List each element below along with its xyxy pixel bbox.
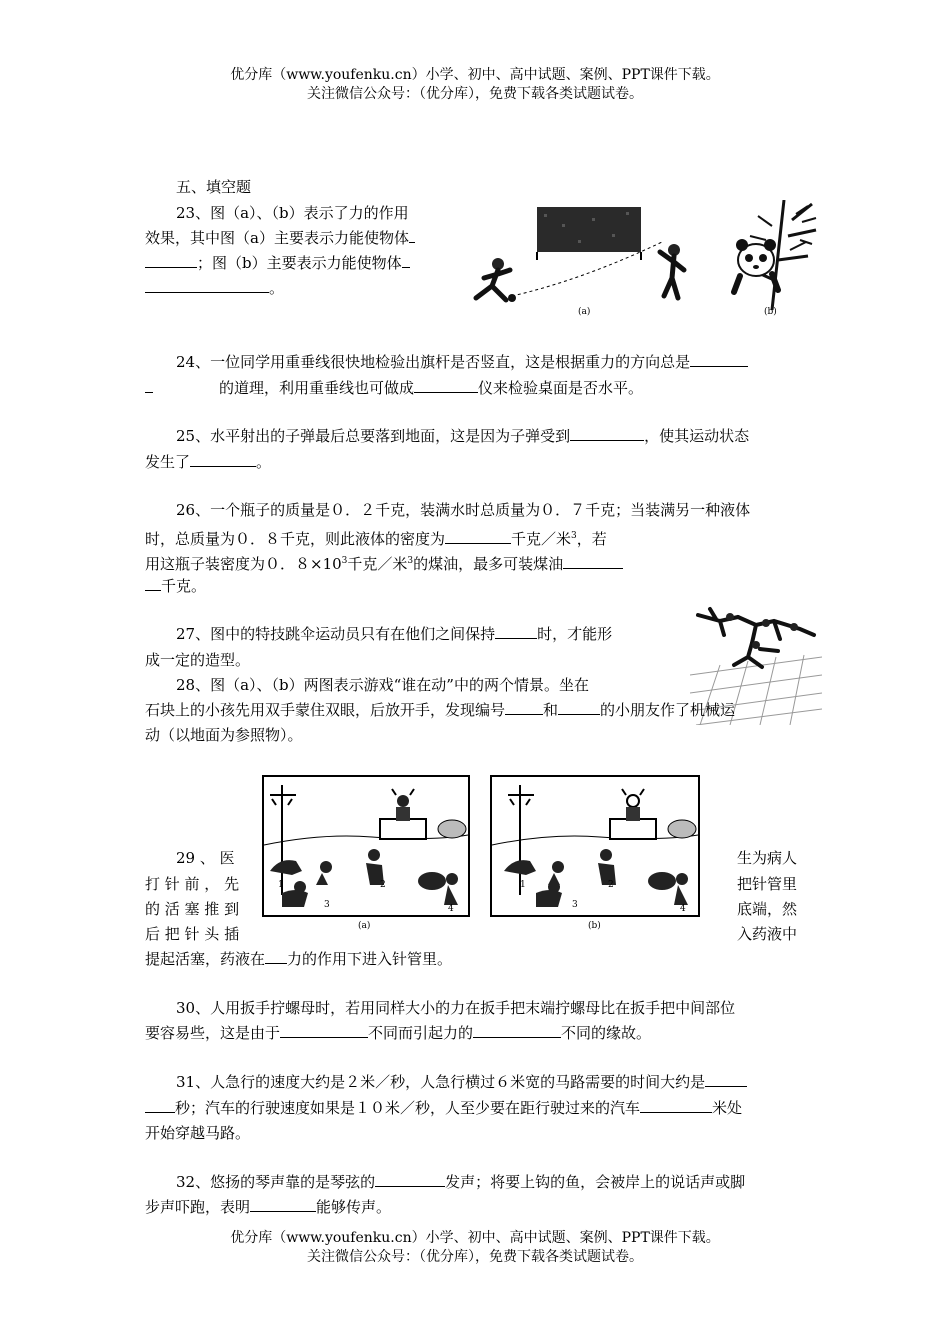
q28-text-2: 和 bbox=[543, 701, 559, 719]
q23-text-3: 。 bbox=[269, 279, 285, 297]
q23-blank-2b bbox=[145, 276, 269, 293]
stone-seat bbox=[380, 819, 426, 839]
fig-b-label: (b) bbox=[764, 307, 777, 317]
q23-text-2: ；图（b）主要表示力能使物体 bbox=[197, 254, 402, 272]
q26-text-5: 千克／米 bbox=[347, 555, 408, 573]
q31-blank-1a bbox=[705, 1070, 747, 1087]
q29-left-4: 后 把 针 头 插 bbox=[145, 925, 240, 943]
q23-line-2 bbox=[145, 226, 415, 251]
q28-line-2 bbox=[145, 698, 735, 723]
child-b-label-3: 3 bbox=[572, 900, 578, 910]
q25-line-2 bbox=[145, 450, 271, 475]
q24-blank-2 bbox=[414, 376, 478, 393]
kicker-figure bbox=[476, 258, 516, 302]
q26-line-2 bbox=[145, 524, 607, 552]
q28-blank-1 bbox=[505, 698, 543, 715]
q28-blank-2 bbox=[558, 698, 600, 715]
child-b-label-4: 4 bbox=[680, 904, 686, 914]
q23-line-1: 23、图（a）、（b）表示了力的作用 bbox=[176, 204, 409, 222]
q25-blank-2 bbox=[190, 450, 256, 467]
fig-a-label: (a) bbox=[578, 307, 591, 317]
q31-line-1 bbox=[176, 1070, 747, 1095]
q32-text-2: 发声；将要上钩的鱼，会被岸上的说话声或脚 bbox=[445, 1173, 746, 1191]
q30-text-2: 不同而引起力的 bbox=[368, 1024, 474, 1042]
header-line-2: 关注微信公众号：（优分库），免费下载各类试题试卷。 bbox=[307, 86, 643, 102]
q27-line-2: 成一定的造型。 bbox=[145, 651, 251, 669]
q29-text-2: 力的作用下进入针管里。 bbox=[287, 950, 453, 968]
q26-line-4 bbox=[145, 574, 206, 599]
q31-blank-1b bbox=[145, 1096, 175, 1113]
q32-line-2 bbox=[145, 1195, 391, 1220]
q26-line-3 bbox=[145, 549, 623, 577]
q23-blank-2a bbox=[402, 251, 410, 268]
q24-blank-1b bbox=[145, 376, 153, 393]
header-line-1: 优分库（www.youfenku.cn）小学、初中、高中试题、案例、PPT课件下载。 bbox=[230, 67, 720, 83]
q27-text-2: 时，才能形 bbox=[537, 625, 613, 643]
q29-right-4: 入药液中 bbox=[737, 925, 798, 943]
q29-right-3: 底端，然 bbox=[737, 900, 798, 918]
q26-text-6: 的煤油，最多可装煤油 bbox=[413, 555, 564, 573]
q27-line-1 bbox=[176, 622, 612, 647]
q29-left-2: 打 针 前 ， 先 bbox=[145, 875, 240, 893]
q29-left-1: 29 、 医 bbox=[176, 849, 235, 867]
q30-line-2 bbox=[145, 1021, 651, 1046]
fig28-b-label: (b) bbox=[588, 921, 601, 930]
q31-text-1: 31、人急行的速度大约是２米／秒，人急行横过６米宽的马路需要的时间大约是 bbox=[176, 1073, 706, 1091]
q28-line-3: 动（以地面为参照物）。 bbox=[145, 726, 303, 744]
q25-blank-1 bbox=[570, 424, 644, 441]
q26-blank-2b bbox=[145, 574, 161, 591]
q23-blank-1a bbox=[409, 226, 415, 243]
goalkeeper-figure bbox=[660, 244, 684, 298]
q25-text-2: ，使其运动状态 bbox=[644, 427, 750, 445]
q29-right-1: 生为病人 bbox=[737, 849, 798, 867]
q23-line-3 bbox=[145, 251, 410, 276]
goal-net bbox=[537, 207, 641, 252]
q30-text-1: 要容易些，这是由于 bbox=[145, 1024, 281, 1042]
q29-left-3: 的 活 塞 推 到 bbox=[145, 900, 240, 918]
q28-line-1: 28、图（a）、（b）两图表示游戏“谁在动”中的两个情景。坐在 bbox=[176, 676, 589, 694]
footer-line-2: 关注微信公众号：（优分库），免费下载各类试题试卷。 bbox=[307, 1249, 643, 1265]
panda bbox=[734, 239, 778, 292]
q25-text-1: 25、水平射出的子弹最后总要落到地面，这是因为子弹受到 bbox=[176, 427, 571, 445]
q29-line-5 bbox=[145, 947, 452, 972]
q32-text-4: 能够传声。 bbox=[316, 1198, 392, 1216]
footer-line-1: 优分库（www.youfenku.cn）小学、初中、高中试题、案例、PPT课件下载。 bbox=[230, 1230, 720, 1246]
q29-blank-1 bbox=[265, 947, 287, 964]
q30-blank-2 bbox=[473, 1021, 561, 1038]
q31-text-2: 秒；汽车的行驶速度如果是１０米／秒，人至少要在距行驶过来的汽车 bbox=[175, 1099, 641, 1117]
q26-text-2: 千克／米 bbox=[511, 530, 572, 548]
page-header bbox=[0, 66, 950, 104]
q23-figure-b bbox=[712, 200, 822, 320]
child-label-2: 2 bbox=[380, 880, 386, 890]
q25-text-4: 。 bbox=[256, 453, 272, 471]
q26-text-1: 时，总质量为０．８千克，则此液体的密度为 bbox=[145, 530, 446, 548]
section-title: 五、填空题 bbox=[176, 178, 252, 196]
q28-text-1: 石块上的小孩先用双手蒙住双眼，后放开手，发现编号 bbox=[145, 701, 506, 719]
q29-text-1: 提起活塞，药液在 bbox=[145, 950, 266, 968]
q30-text-3: 不同的缘故。 bbox=[561, 1024, 652, 1042]
q30-line-1: 30、人用扳手拧螺母时，若用同样大小的力在扳手把末端拧螺母比在扳手把中间部位 bbox=[176, 999, 736, 1017]
child-b-label-1: 1 bbox=[520, 880, 526, 890]
q25-text-3: 发生了 bbox=[145, 453, 191, 471]
q31-line-3: 开始穿越马路。 bbox=[145, 1124, 251, 1142]
skydivers bbox=[698, 609, 814, 667]
q27-text-1: 27、图中的特技跳伞运动员只有在他们之间保持 bbox=[176, 625, 496, 643]
q24-text-3: 仪来检验桌面是否水平。 bbox=[478, 379, 644, 397]
q23-line-4 bbox=[145, 276, 284, 301]
q24-text-1: 24、一位同学用重垂线很快地检验出旗杆是否竖直，这是根据重力的方向总是 bbox=[176, 353, 691, 371]
q26-text-4: 用这瓶子装密度为０．８×10 bbox=[145, 555, 342, 573]
child-b-label-2: 2 bbox=[608, 880, 614, 890]
q31-line-2 bbox=[145, 1096, 742, 1121]
q26-sup-2: 3 bbox=[341, 556, 348, 566]
q28-figure-b bbox=[490, 775, 702, 930]
q27-blank-1 bbox=[495, 622, 537, 639]
q24-blank-1a bbox=[690, 350, 748, 367]
q24-line-1 bbox=[176, 350, 748, 375]
q26-blank-2a bbox=[563, 552, 623, 569]
child-label-3: 3 bbox=[324, 900, 330, 910]
q31-blank-2 bbox=[640, 1096, 712, 1113]
fig28-a-label: (a) bbox=[358, 921, 371, 930]
child-label-1: 1 bbox=[278, 880, 284, 890]
q26-text-7: 千克。 bbox=[161, 577, 207, 595]
q24-line-2 bbox=[145, 376, 643, 401]
q25-line-1 bbox=[176, 424, 749, 449]
q32-text-1: 32、悠扬的琴声靠的是琴弦的 bbox=[176, 1173, 376, 1191]
q26-sup-3: 3 bbox=[407, 556, 414, 566]
q26-line-1: 26、一个瓶子的质量是０．２千克，装满水时总质量为０．７千克；当装满另一种液体 bbox=[176, 501, 751, 519]
q23-figure-a bbox=[462, 200, 702, 320]
q32-blank-2 bbox=[250, 1195, 316, 1212]
child-label-4: 4 bbox=[448, 904, 454, 914]
q26-text-3: ，若 bbox=[576, 530, 607, 548]
q23-blank-1b bbox=[145, 251, 197, 268]
q28-figure-a bbox=[262, 775, 472, 930]
q31-text-3: 米处 bbox=[712, 1099, 743, 1117]
q29-right-2: 把针管里 bbox=[737, 875, 798, 893]
q26-sup-1: 3 bbox=[571, 531, 577, 541]
q24-text-2: 的道理，利用重垂线也可做成 bbox=[219, 379, 415, 397]
q23-text: 效果，其中图（a）主要表示力能使物体 bbox=[145, 229, 409, 247]
q26-blank-1 bbox=[445, 527, 511, 544]
q32-line-1 bbox=[176, 1170, 745, 1195]
q28-text-3: 的小朋友作了机械运 bbox=[600, 701, 736, 719]
page-footer bbox=[0, 1229, 950, 1267]
q30-blank-1 bbox=[280, 1021, 368, 1038]
q32-text-3: 步声吓跑，表明 bbox=[145, 1198, 251, 1216]
q32-blank-1 bbox=[375, 1170, 445, 1187]
